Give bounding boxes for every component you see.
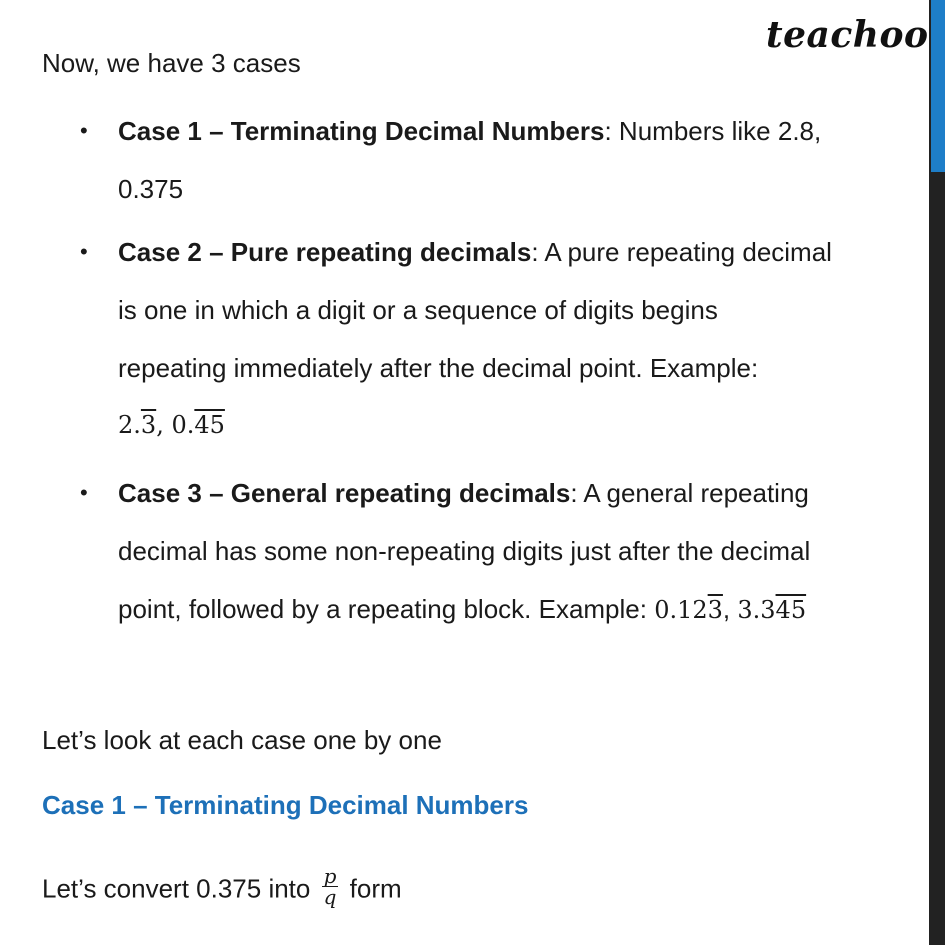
bullet-icon: • bbox=[80, 480, 88, 505]
intro-text: Now, we have 3 cases bbox=[42, 48, 301, 78]
convert-text bbox=[42, 864, 402, 911]
case-3-text: point, followed by a repeating block. Example: bbox=[118, 594, 655, 624]
case-1-line-1 bbox=[118, 116, 821, 146]
case-2-line-1 bbox=[118, 237, 832, 267]
teachoo-logo: teachoo bbox=[766, 14, 929, 56]
case-2-line-3: repeating immediately after the decimal point. Example: bbox=[118, 353, 759, 383]
case-3-line-1 bbox=[118, 478, 809, 508]
case-1-desc: : Numbers like 2.8, bbox=[604, 116, 822, 146]
case-3-title: Case 3 – General repeating decimals bbox=[118, 478, 571, 508]
case-1-title: Case 1 – Terminating Decimal Numbers bbox=[118, 116, 605, 146]
example-value: 0.123 bbox=[654, 596, 723, 624]
convert-before: Let’s convert 0.375 into bbox=[42, 873, 318, 904]
fraction: $\frac{p}{q}$ bbox=[323, 864, 337, 909]
bullet-icon: • bbox=[80, 239, 88, 264]
example-value: 3.345 bbox=[737, 596, 807, 624]
case-3-line-3: point, followed by a repeating block. Example: 0.123, 3.345 bbox=[118, 594, 807, 624]
example-value: 2.3 bbox=[118, 411, 157, 439]
convert-after: form bbox=[342, 873, 402, 904]
scroll-thumb[interactable] bbox=[931, 0, 945, 172]
case-2-examples: 2.3, 0.45 bbox=[118, 411, 225, 439]
example-value: 0.45 bbox=[171, 411, 225, 439]
case-2-title: Case 2 – Pure repeating decimals bbox=[118, 237, 532, 267]
outro-text: Let’s look at each case one by one bbox=[42, 725, 442, 755]
case-2-desc: : A pure repeating decimal bbox=[531, 237, 832, 267]
case-1-line-2: 0.375 bbox=[118, 174, 184, 204]
bullet-icon: • bbox=[80, 118, 88, 143]
case-3-line-2: decimal has some non-repeating digits just after the decimal bbox=[118, 536, 811, 566]
case-2-line-2: is one in which a digit or a sequence of digits begins bbox=[118, 295, 718, 325]
case-3-desc: : A general repeating bbox=[570, 478, 809, 508]
section-heading: Case 1 – Terminating Decimal Numbers bbox=[42, 790, 529, 820]
